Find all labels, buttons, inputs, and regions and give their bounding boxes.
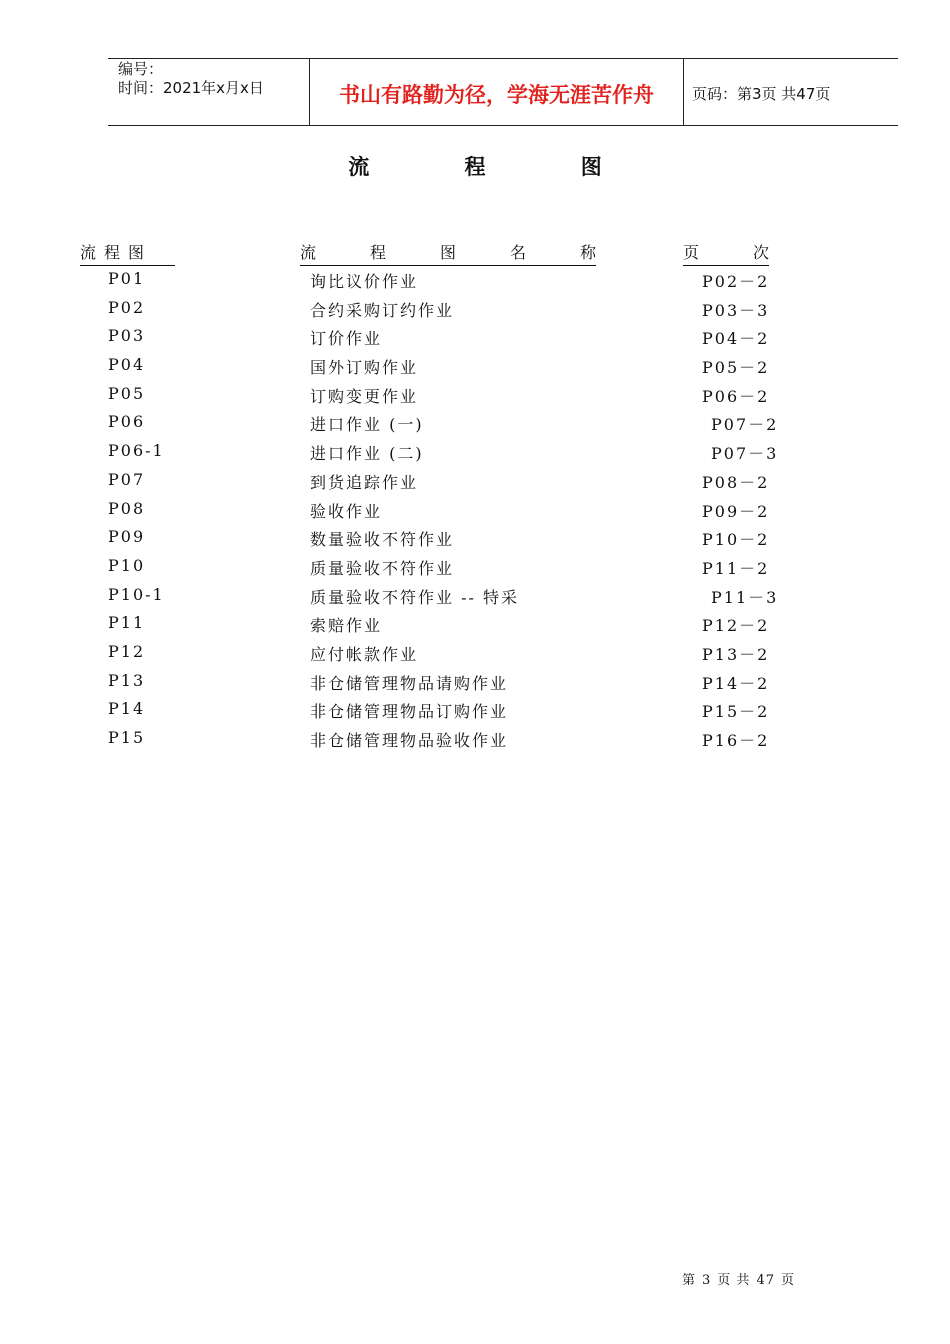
row-name: 索赔作业 — [310, 616, 383, 636]
footer-page-number: 3 — [702, 1273, 712, 1288]
row-name: 订价作业 — [310, 329, 383, 349]
row-name: 质量验收不符作业 -- 特采 — [310, 587, 519, 607]
col-header-name-char: 图 — [439, 243, 456, 262]
row-code: P04 — [108, 355, 146, 375]
row-page: P14－2 — [702, 673, 770, 693]
row-name: 询比议价作业 — [310, 272, 419, 291]
row-page: P04－2 — [702, 329, 770, 349]
row-name: 非仓储管理物品订购作业 — [310, 702, 509, 722]
row-code: P11 — [108, 613, 146, 633]
col-header-name-char: 名 — [509, 243, 526, 262]
table-row — [0, 554, 950, 583]
row-code: P05 — [108, 383, 146, 403]
footer-total: 47 — [756, 1273, 775, 1288]
header-meta — [118, 60, 264, 98]
table-row — [0, 525, 950, 554]
row-name: 合约采购订约作业 — [310, 300, 455, 320]
table-row — [0, 296, 950, 325]
row-name: 应付帐款作业 — [310, 644, 419, 664]
footer-prefix: 第 — [682, 1273, 697, 1288]
col-header-page-char: 次 — [752, 243, 769, 262]
row-code: P15 — [108, 728, 146, 747]
row-page: P07－2 — [711, 415, 779, 435]
row-page: P10－2 — [702, 530, 770, 550]
row-page: P11－3 — [711, 587, 779, 607]
table-row — [0, 382, 950, 411]
table-row — [0, 468, 950, 497]
row-page: P09－2 — [702, 501, 770, 521]
flowchart-list — [0, 267, 950, 755]
table-row — [0, 497, 950, 526]
table-row — [0, 267, 950, 296]
row-page: P13－2 — [702, 644, 770, 664]
row-code: P13 — [108, 670, 146, 690]
row-code: P02 — [108, 297, 146, 317]
col-header-page-char: 页 — [683, 243, 700, 262]
col-header-name-char: 称 — [579, 243, 596, 262]
row-page: P15－2 — [702, 702, 770, 722]
row-name: 到货追踪作业 — [310, 472, 419, 492]
table-row — [0, 697, 950, 726]
row-page: P08－2 — [702, 472, 770, 492]
row-code: P10-1 — [108, 584, 165, 604]
row-page: P16－2 — [702, 731, 770, 750]
number-label: 编号： — [118, 60, 164, 78]
row-page: P12－2 — [702, 616, 770, 636]
row-code: P10 — [108, 555, 146, 575]
table-row — [0, 611, 950, 640]
header-divider-2 — [683, 58, 684, 126]
time-label: 时间：2021年x月x日 — [118, 79, 264, 97]
row-page: P05－2 — [702, 358, 770, 378]
row-code: P14 — [108, 699, 146, 719]
row-code: P09 — [108, 527, 146, 547]
page-footer — [682, 1269, 801, 1288]
row-name: 进口作业 (二) — [310, 444, 424, 464]
row-code: P12 — [108, 641, 146, 661]
row-code: P07 — [108, 469, 146, 489]
header-bottom-rule — [108, 125, 898, 126]
footer-mid: 页 共 — [717, 1273, 751, 1288]
col-header-name-char: 程 — [369, 243, 386, 262]
row-name: 非仓储管理物品验收作业 — [310, 731, 509, 750]
header-motto: 书山有路勤为径，学海无涯苦作舟 — [339, 83, 654, 107]
col-header-code: 流程图 — [80, 240, 175, 266]
row-page: P07－3 — [711, 444, 779, 464]
table-row — [0, 669, 950, 698]
col-header-name-char: 流 — [300, 243, 317, 262]
row-code: P03 — [108, 326, 146, 346]
row-page: P11－2 — [702, 558, 770, 578]
table-row — [0, 726, 950, 755]
row-code: P01 — [108, 269, 146, 288]
row-code: P06 — [108, 412, 146, 432]
row-code: P08 — [108, 498, 146, 518]
table-row — [0, 439, 950, 468]
row-page: P03－3 — [702, 300, 770, 320]
row-name: 质量验收不符作业 — [310, 558, 455, 578]
page-title: 流 程 图 — [348, 154, 646, 179]
row-name: 订购变更作业 — [310, 386, 419, 406]
table-row — [0, 324, 950, 353]
col-header-name — [300, 240, 596, 266]
row-page: P06－2 — [702, 386, 770, 406]
header-page-info: 页码：第3页 共47页 — [692, 85, 831, 103]
table-row — [0, 640, 950, 669]
row-name: 非仓储管理物品请购作业 — [310, 673, 509, 693]
table-row — [0, 410, 950, 439]
row-name: 国外订购作业 — [310, 358, 419, 378]
table-row — [0, 353, 950, 382]
row-code: P06-1 — [108, 441, 165, 461]
row-name: 数量验收不符作业 — [310, 530, 455, 550]
row-name: 进口作业 (一) — [310, 415, 424, 435]
row-name: 验收作业 — [310, 501, 383, 521]
col-header-page — [683, 240, 769, 266]
table-row — [0, 583, 950, 612]
footer-suffix: 页 — [780, 1273, 795, 1288]
header-top-rule — [108, 58, 898, 59]
row-page: P02－2 — [702, 272, 770, 291]
